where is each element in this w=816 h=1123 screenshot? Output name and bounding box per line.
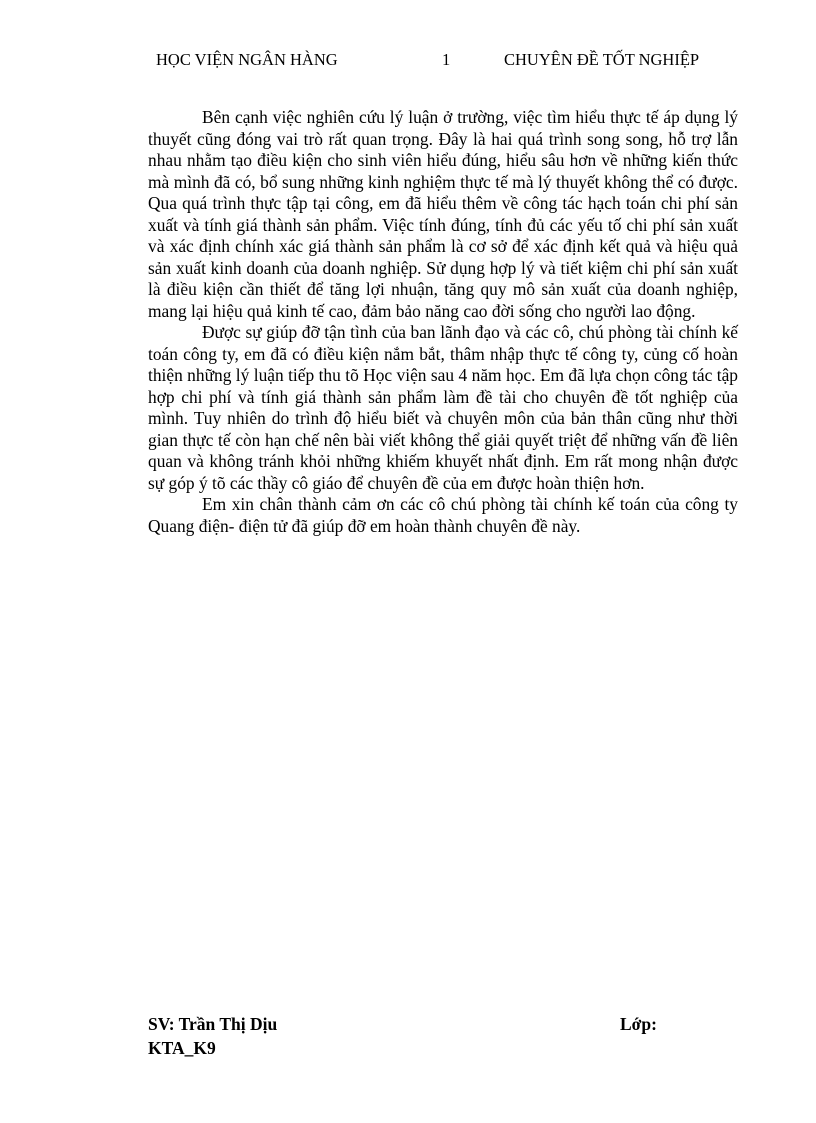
footer-row-1 bbox=[148, 1012, 668, 1036]
footer-student-name: SV: Trần Thị Dịu bbox=[148, 1014, 278, 1034]
body-paragraph-1: Bên cạnh việc nghiên cứu lý luận ở trường, việc tìm hiểu thực tế áp dụng lý thuyết cũng đóng vai trò rất quan trọng. Đây là hai quá trình song song, hỗ trợ lẫn nhau nhằm tạo điều kiện cho sinh viên hiểu đúng, hiểu sâu hơn về những kiến thức mà mình đã có, bổ sung những kinh nghiệm thực tế mà lý thuyết không thể có được. Qua quá trình thực tập tại công, em đã hiểu thêm về công tác hạch toán chi phí sản xuất và tính giá thành sản phẩm. Việc tính đúng, tính đủ các yếu tố chi phí sản xuất và xác định chính xác giá thành sản phẩm là cơ sở để xác định kết quả và hiệu quả sản xuất kinh doanh của doanh nghiệp. Sử dụng hợp lý và tiết kiệm chi phí sản xuất là điều kiện cần thiết để tăng lợi nhuận, tăng quy mô sản xuất của doanh nghiệp, mang lại hiệu quả kinh tế cao, đảm bảo năng cao đời sống cho người lao động. bbox=[148, 107, 738, 321]
header-institution: HỌC VIỆN NGÂN HÀNG bbox=[156, 50, 338, 69]
body-paragraph-3: Em xin chân thành cảm ơn các cô chú phòng tài chính kế toán của công ty Quang điện- điện tử đã giúp đỡ em hoàn thành chuyên đề này. bbox=[148, 494, 738, 536]
footer-row-2 bbox=[148, 1036, 668, 1060]
body-paragraph-2: Được sự giúp đỡ tận tình của ban lãnh đạo và các cô, chú phòng tài chính kế toán công ty, em đã có điều kiện nắm bắt, thâm nhập thực tế công ty, củng cố hoàn thiện những lý luận tiếp thu tõ Học viện sau 4 năm học. Em đã lựa chọn công tác tập hợp chi phí và tính giá thành sản phẩm làm đề tài cho chuyên đề tốt nghiệp của mình. Tuy nhiên do trình độ hiểu biết và chuyên môn của bản thân cũng như thời gian thực tế còn hạn chế nên bài viết không thể giải quyết triệt để những vấn đề liên quan và không tránh khỏi những khiếm khuyết nhất định. Em rất mong nhận được sự góp ý tõ các thầy cô giáo để chuyên đề của em được hoàn thiện hơn. bbox=[148, 322, 738, 493]
header-page-number: 1 bbox=[442, 50, 451, 69]
page-footer bbox=[148, 1012, 668, 1060]
footer-class-value: KTA_K9 bbox=[148, 1038, 216, 1058]
document-body bbox=[148, 107, 738, 537]
page-header bbox=[148, 49, 738, 71]
header-doc-title: CHUYÊN ĐỀ TỐT NGHIỆP bbox=[504, 50, 700, 69]
footer-class-label: Lớp: bbox=[620, 1014, 657, 1034]
